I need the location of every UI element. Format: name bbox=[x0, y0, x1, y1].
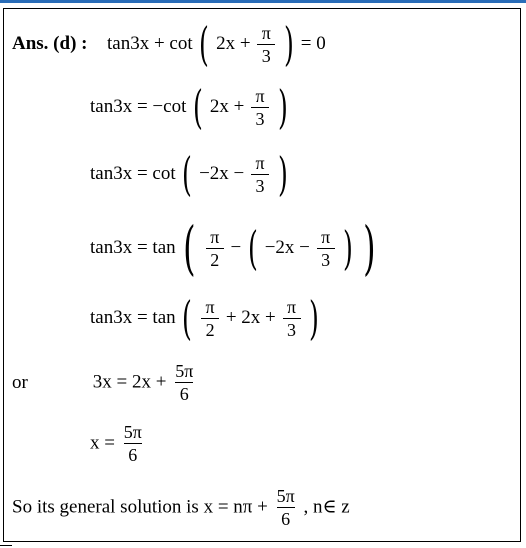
equation-lhs: 3x = 2x + bbox=[92, 371, 167, 393]
footnote-line bbox=[0, 545, 12, 546]
equation-line-6 bbox=[12, 361, 197, 404]
conclusion-text: So its general solution is x = nπ + bbox=[12, 496, 268, 518]
fraction-numerator: π bbox=[286, 296, 297, 317]
equation-lhs: tan3x = cot bbox=[90, 163, 176, 184]
conclusion-tail: , n∈ z bbox=[303, 496, 350, 518]
fraction bbox=[257, 23, 275, 66]
answer-label: Ans. (d) : bbox=[12, 33, 88, 54]
operator: − bbox=[230, 237, 242, 258]
fraction-denominator: 2 bbox=[201, 318, 219, 340]
equation-line-7 bbox=[90, 422, 146, 465]
equation-lhs: tan3x = tan bbox=[90, 307, 176, 328]
fraction bbox=[275, 486, 297, 529]
fraction-denominator: 3 bbox=[283, 318, 301, 340]
or-label: or bbox=[12, 371, 28, 393]
fraction-numerator: π bbox=[255, 85, 265, 106]
fraction-numerator: 5π bbox=[175, 361, 194, 381]
equation-line-2 bbox=[90, 80, 290, 134]
close-paren: ) bbox=[277, 80, 288, 134]
inner-expr: 2x + bbox=[209, 96, 245, 117]
conclusion-line bbox=[12, 486, 350, 529]
fraction bbox=[317, 227, 335, 270]
top-border bbox=[0, 0, 526, 3]
equation-lhs: tan3x + cot bbox=[106, 33, 193, 54]
fraction-numerator: π bbox=[210, 226, 220, 247]
open-paren: ( bbox=[193, 80, 204, 134]
fraction-denominator: 2 bbox=[206, 248, 224, 270]
fraction-denominator: 6 bbox=[175, 382, 193, 404]
fraction-numerator: π bbox=[205, 296, 215, 317]
fraction-numerator: 5π bbox=[276, 486, 295, 506]
open-paren: ( bbox=[199, 17, 210, 71]
close-paren: ) bbox=[309, 291, 320, 345]
fraction bbox=[201, 297, 219, 340]
open-paren: ( bbox=[182, 147, 193, 201]
operator: + 2x + bbox=[225, 307, 276, 328]
fraction-denominator: 6 bbox=[124, 443, 142, 465]
close-paren: ) bbox=[363, 214, 376, 282]
open-paren: ( bbox=[248, 221, 258, 275]
close-paren: ) bbox=[277, 147, 288, 201]
open-paren: ( bbox=[182, 291, 193, 345]
fraction-numerator: π bbox=[255, 152, 265, 173]
equation-rhs: = 0 bbox=[300, 33, 326, 54]
equation-line-5 bbox=[90, 291, 321, 345]
fraction-denominator: 6 bbox=[277, 507, 295, 529]
fraction-denominator: 3 bbox=[317, 248, 335, 270]
fraction bbox=[122, 422, 144, 465]
inner-expr: −2x − bbox=[264, 237, 310, 258]
fraction-denominator: 3 bbox=[251, 107, 269, 129]
equation-line-1 bbox=[12, 17, 326, 71]
open-paren: ( bbox=[183, 214, 196, 282]
inner-expr: −2x − bbox=[199, 163, 245, 184]
fraction-numerator: π bbox=[261, 22, 271, 43]
equation-lhs: tan3x = −cot bbox=[90, 96, 187, 117]
fraction bbox=[283, 297, 301, 340]
fraction bbox=[206, 227, 224, 270]
fraction bbox=[173, 361, 195, 404]
equation-lhs: tan3x = tan bbox=[90, 237, 176, 258]
fraction-denominator: 3 bbox=[251, 174, 269, 196]
equation-line-3 bbox=[90, 147, 290, 201]
equation-line-4 bbox=[90, 214, 379, 282]
equation-lhs: x = bbox=[90, 432, 115, 454]
inner-expr: 2x + bbox=[216, 33, 251, 54]
close-paren: ) bbox=[343, 221, 354, 275]
close-paren: ) bbox=[284, 17, 294, 71]
fraction bbox=[251, 153, 269, 196]
fraction-denominator: 3 bbox=[257, 44, 275, 66]
fraction bbox=[251, 86, 269, 129]
fraction-numerator: π bbox=[321, 226, 331, 247]
fraction-numerator: 5π bbox=[123, 422, 142, 442]
